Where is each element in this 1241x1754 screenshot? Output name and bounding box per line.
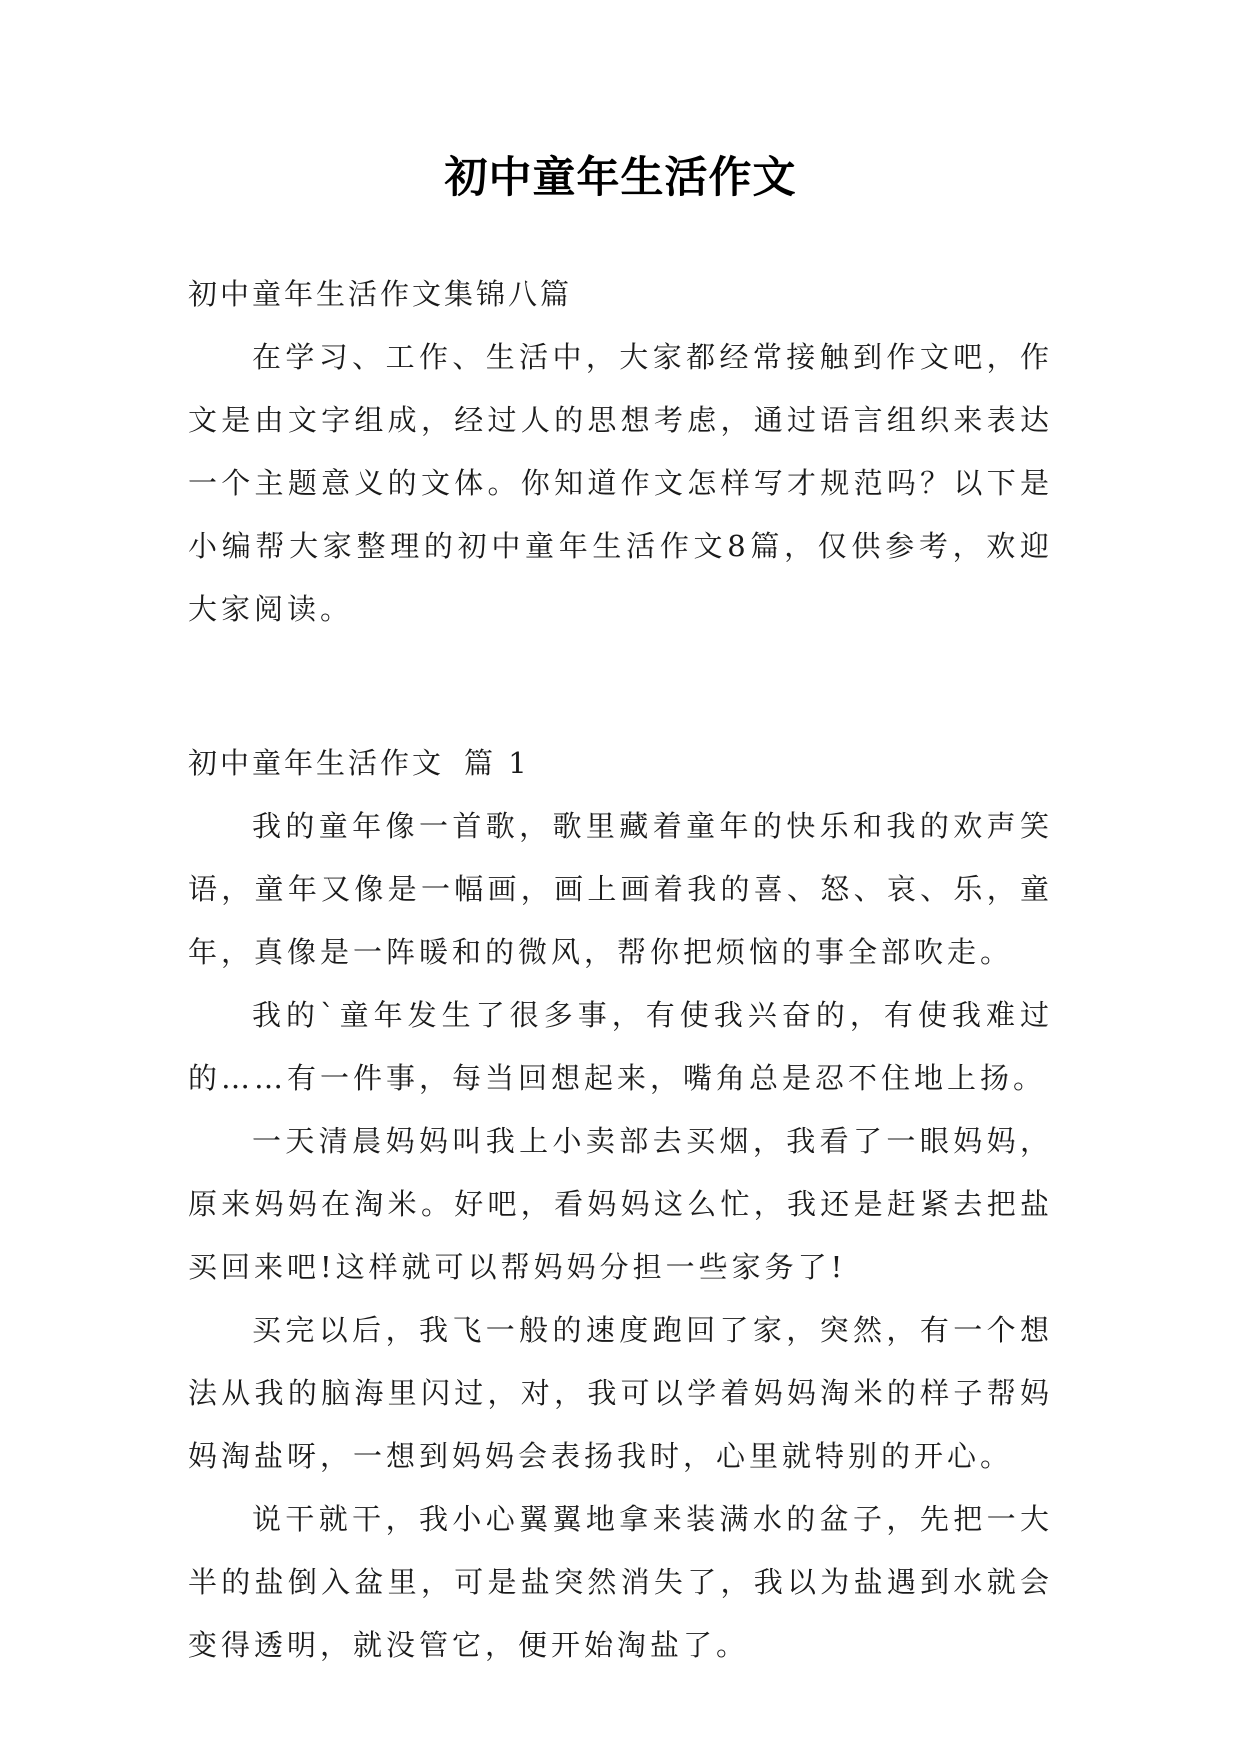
document-title: 初中童年生活作文 [444, 153, 797, 203]
body-paragraph: 说干就干，我小心翼翼地拿来装满水的盆子，先把一大半的盐倒入盆里，可是盐突然消失了，我以为盐遇到水就会变得透明，就没管它，便开始淘盐了。 [188, 1502, 1053, 1662]
document-body [188, 263, 1053, 1677]
body-paragraph: 我的`童年发生了很多事，有使我兴奋的，有使我难过的……有一件事，每当回想起来，嘴角总是忍不住地上扬。 [188, 998, 1053, 1095]
body-paragraph: 一天清晨妈妈叫我上小卖部去买烟，我看了一眼妈妈，原来妈妈在淘米。好吧，看妈妈这么忙，我还是赶紧去把盐买回来吧!这样就可以帮妈妈分担一些家务了! [188, 1124, 1053, 1284]
intro-paragraph: 在学习、工作、生活中，大家都经常接触到作文吧，作文是由文字组成，经过人的思想考虑，通过语言组织来表达一个主题意义的文体。你知道作文怎样写才规范吗？以下是小编帮大家整理的初中童年生活作文8篇，仅供参考，欢迎大家阅读。 [188, 340, 1053, 626]
intro-heading: 初中童年生活作文集锦八篇 [188, 277, 573, 311]
body-paragraph: 买完以后，我飞一般的速度跑回了家，突然，有一个想法从我的脑海里闪过，对，我可以学着妈妈淘米的样子帮妈妈淘盐呀，一想到妈妈会表扬我时，心里就特别的开心。 [188, 1313, 1053, 1473]
section-heading-title: 初中童年生活作文 [188, 746, 445, 780]
section-heading-number: 篇 1 [464, 746, 530, 780]
section-spacer [188, 641, 1053, 732]
body-paragraph: 我的童年像一首歌，歌里藏着童年的快乐和我的欢声笑语，童年又像是一幅画，画上画着我的喜、怒、哀、乐，童年，真像是一阵暖和的微风，帮你把烦恼的事全部吹走。 [188, 809, 1053, 969]
section-heading [188, 732, 1053, 795]
